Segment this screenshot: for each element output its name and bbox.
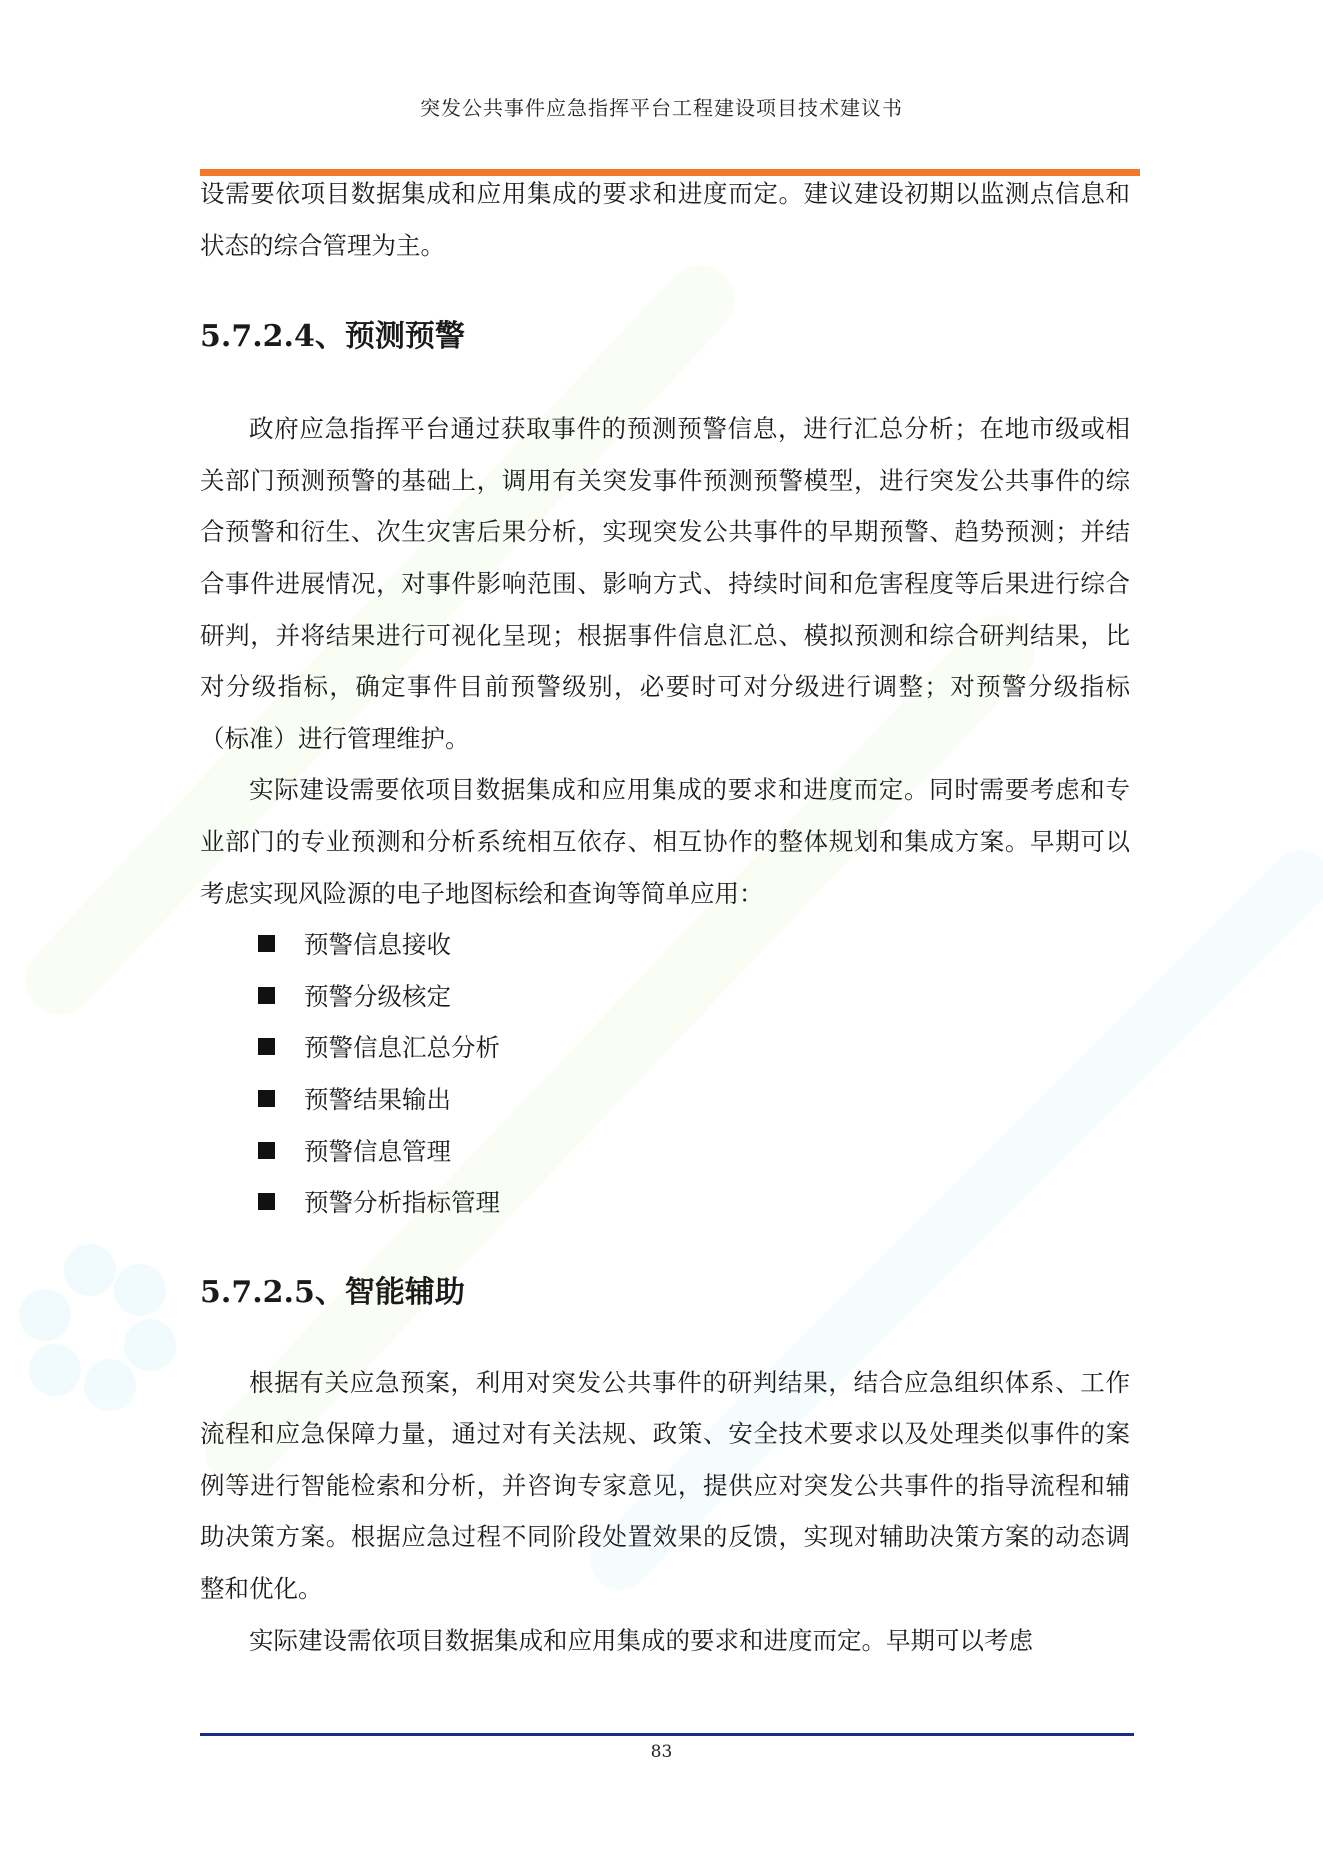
bullet-list xyxy=(200,919,1130,1229)
paragraph: 政府应急指挥平台通过获取事件的预测预警信息，进行汇总分析；在地市级或相关部门预测预警的基础上，调用有关突发事件预测预警模型，进行突发公共事件的综合预警和衍生、次生灾害后果分析，实现突发公共事件的早期预警、趋势预测；并结合事件进展情况，对事件影响范围、影响方式、持续时间和危害程度等后果进行综合研判，并将结果进行可视化呈现；根据事件信息汇总、模拟预测和综合研判结果，比对分级指标，确定事件目前预警级别，必要时可对分级进行调整；对预警分级指标（标准）进行管理维护。 xyxy=(200,414,1130,753)
square-bullet-icon xyxy=(258,987,275,1004)
list-item: 预警信息接收 xyxy=(200,919,1130,971)
footer-rule xyxy=(200,1733,1134,1736)
square-bullet-icon xyxy=(258,935,275,952)
page-number: 83 xyxy=(650,1742,673,1762)
list-item: 预警结果输出 xyxy=(200,1074,1130,1126)
paragraph: 实际建设需要依项目数据集成和应用集成的要求和进度而定。同时需要考虑和专业部门的专业预测和分析系统相互依存、相互协作的整体规划和集成方案。早期可以考虑实现风险源的电子地图标绘和查询等简单应用： xyxy=(200,775,1130,908)
list-item: 预警分级核定 xyxy=(200,971,1130,1023)
paragraph: 实际建设需依项目数据集成和应用集成的要求和进度而定。早期可以考虑 xyxy=(249,1625,1033,1655)
section-heading-forecast-warning: 5.7.2.4、预测预警 xyxy=(200,319,465,355)
page-header-title: 突发公共事件应急指挥平台工程建设项目技术建议书 xyxy=(420,96,903,120)
watermark-flower-icon xyxy=(19,1244,176,1411)
document-body xyxy=(200,168,1130,1666)
list-item: 预警分析指标管理 xyxy=(200,1177,1130,1229)
square-bullet-icon xyxy=(258,1142,275,1159)
section-heading-intelligent-assist: 5.7.2.5、智能辅助 xyxy=(200,1274,465,1310)
square-bullet-icon xyxy=(258,1038,275,1055)
list-item: 预警信息管理 xyxy=(200,1126,1130,1178)
square-bullet-icon xyxy=(258,1090,275,1107)
list-item: 预警信息汇总分析 xyxy=(200,1022,1130,1074)
continued-paragraph: 设需要依项目数据集成和应用集成的要求和进度而定。建议建设初期以监测点信息和状态的综合管理为主。 xyxy=(200,179,1130,260)
paragraph: 根据有关应急预案，利用对突发公共事件的研判结果，结合应急组织体系、工作流程和应急保障力量，通过对有关法规、政策、安全技术要求以及处理类似事件的案例等进行智能检索和分析，并咨询专家意见，提供应对突发公共事件的指导流程和辅助决策方案。根据应急过程不同阶段处置效果的反馈，实现对辅助决策方案的动态调整和优化。 xyxy=(200,1367,1130,1604)
square-bullet-icon xyxy=(258,1193,275,1210)
